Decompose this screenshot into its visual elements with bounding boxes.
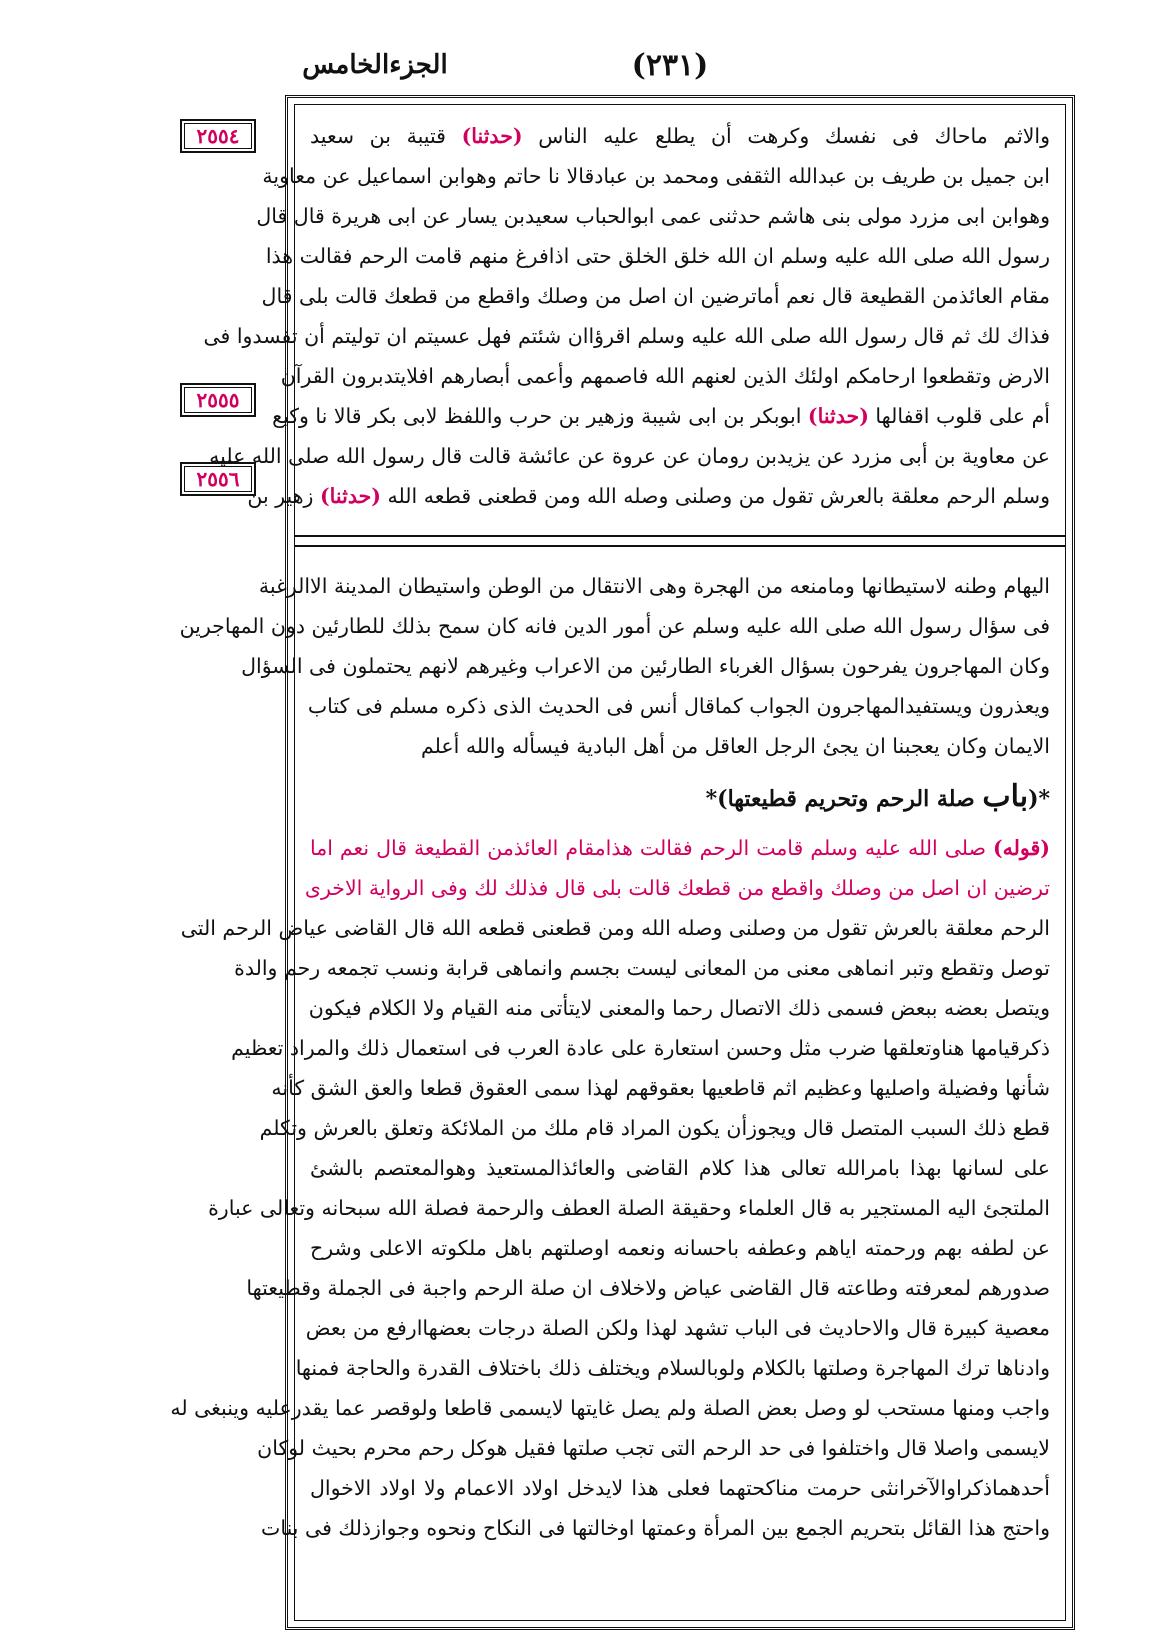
commentary-line: ويعذرون ويستفيدالمهاجرون الجواب كماقال أنس فى الحديث الذى ذكره مسلم فى كتاب — [307, 694, 1050, 718]
commentary-line: واحتج هذا القائل بتحريم الجمع بين المرأة وعمتها اوخالتها فى النكاح ونحوه وجوازذلك فى بنات — [261, 1516, 1050, 1540]
commentary-line: الايمان وكان يعجبنا ان يجئ الرجل العاقل من أهل البادية فيسأله والله أعلم — [420, 734, 1050, 758]
hadith-line: رسول الله صلى الله عليه وسلم ان الله خلق الخلق حتى اذافرغ منهم قامت الرحم فقالت هذا — [265, 244, 1050, 268]
heading-suffix: )* — [705, 786, 728, 812]
commentary-line: على لسانها بهذا بامرالله تعالى هذا كلام القاضى والعائذالمستعيذ وهوالمعتصم بالشئ — [310, 1156, 1050, 1180]
commentary-lemma-line: ترضين ان اصل من وصلك واقطع من قطعك قالت بلى قال فذلك لك وفى الرواية الاخرى — [304, 876, 1050, 900]
commentary-line: أحدهماذكراوالآخرانثى حرمت مناكحتهما فعلى هذا لايدخل اولاد الاعمام ولا اولاد الاخوال — [310, 1476, 1050, 1500]
commentary-line: لايسمى واصلا قال واختلفوا فى حد الرحم التى تجب صلتها فقيل هوكل رحم محرم بحيث لوكان — [257, 1436, 1050, 1460]
commentary-line: معصية كبيرة قال والاحاديث فى الباب تشهد لهذا ولكن الصلة درجات بعضهاارفع من بعض — [305, 1316, 1050, 1340]
keyword-highlight: (حدثنا) — [807, 404, 869, 428]
commentary-line: ذكرقيامها هناوتعلقها ضرب مثل وحسن استعارة على عادة العرب فى استعمال ذلك والمراد تعظيم — [231, 1036, 1050, 1060]
commentary-line: وكان المهاجرون يفرحون بسؤال الغرباء الطارئين من الاعراب وغيرهم لانهم يحتملون فى السؤال — [241, 654, 1050, 678]
commentary-line: شأنها وفضيلة واصليها وعظيم اثم قاطعيها بعقوقهم لهذا سمى العقوق قطعا والعق الشق كأنه — [271, 1076, 1050, 1100]
hadith-number-2: ٢٥٥٥ — [180, 383, 256, 417]
commentary-line: وادناها ترك المهاجرة وصلتها بالكلام ولوبالسلام ويختلف ذلك باختلاف القدرة والحاجة فمنها — [295, 1356, 1050, 1380]
page-number: (٢٣١) — [631, 48, 709, 83]
commentary-line: الرحم معلقة بالعرش تقول من وصلنى وصله الله ومن قطعنى قطعه الله قال القاضى عياض الرحم التى — [180, 916, 1050, 940]
hadith-line: ابن جميل بن طريف بن عبدالله الثقفى ومحمد بن عبادقالا نا حاتم وهوابن اسماعيل عن معاوية — [262, 164, 1050, 188]
commentary-lemma-line: (قوله) صلى الله عليه وسلم قامت الرحم فقالت هذامقام العائذمن القطيعة قال نعم اما — [310, 836, 1050, 860]
hadith-number-3: ٢٥٥٦ — [180, 462, 256, 496]
chapter-heading — [310, 766, 1050, 828]
commentary-text — [170, 566, 1050, 1548]
commentary-line: قطع ذلك السبب المتصل قال ويجوزأن يكون المراد قام ملك من الملائكة وتعلق بالعرش وتكلم — [259, 1116, 1050, 1140]
commentary-line: فى سؤال رسول الله صلى الله عليه وسلم عن أمور الدين فانه كان سمح بذلك للطارئين دون المهاجرين — [179, 614, 1050, 638]
hadith-line: وهوابن ابى مزرد مولى بنى هاشم حدثنى عمى ابوالحباب سعيدبن يسار عن ابى هريرة قال قال — [256, 204, 1050, 228]
keyword-highlight: (قوله) — [992, 836, 1050, 860]
hadith-line: وسلم الرحم معلقة بالعرش تقول من وصلنى وصله الله ومن قطعنى قطعه الله (حدثنا) زهير بن — [247, 484, 1050, 508]
heading-title: صلة الرحم وتحريم قطيعتها — [727, 786, 975, 812]
heading-bab: باب — [982, 779, 1029, 814]
running-title: الجزءالخامس — [302, 50, 448, 80]
hadith-line: الارض وتقطعوا ارحامكم اولئك الذين لعنهم الله فاصمهم وأعمى أبصارهم افلايتدبرون القرآن — [280, 364, 1050, 388]
hadith-line: مقام العائذمن القطيعة قال نعم أماترضين ان اصل من وصلك واقطع من قطعك قالت بلى قال — [261, 284, 1050, 308]
commentary-line: الملتجئ اليه المستجير به قال العلماء وحقيقة الصلة العطف والرحمة فصلة الله سبحانه وتعالى عبارة — [208, 1196, 1050, 1220]
hadith-line: أم على قلوب اقفالها (حدثنا) ابوبكر بن ابى شيبة وزهير بن حرب واللفظ لابى بكر قالا نا وكيع — [272, 404, 1050, 428]
keyword-highlight: (حدثنا) — [461, 124, 523, 148]
hadith-number-1: ٢٥٥٤ — [180, 119, 256, 153]
hadith-line: والاثم ماحاك فى نفسك وكرهت أن يطلع عليه الناس (حدثنا) قتيبة بن سعيد — [310, 124, 1050, 148]
commentary-line: اليهام وطنه لاستيطانها ومامنعه من الهجرة وهى الانتقال من الوطن واستيطان المدينة الاالرغبة — [258, 574, 1050, 598]
commentary-line: واجب ومنها مستحب لو وصل بعض الصلة ولم يصل غايتها لايسمى قاطعا ولوقصر عما يقدرعليه وينبغى له — [170, 1396, 1050, 1420]
keyword-highlight: (حدثنا) — [319, 484, 381, 508]
section-divider — [294, 535, 1066, 547]
hadith-line: عن معاوية بن أبى مزرد عن يزيدبن رومان عن عروة عن عائشة قالت قال رسول الله صلى الله عليه — [209, 444, 1050, 468]
hadith-line: فذاك لك ثم قال رسول الله صلى الله عليه وسلم اقرؤاان شئتم فهل عسيتم ان توليتم أن تفسدوا فى — [203, 324, 1050, 348]
page-header — [0, 48, 1158, 92]
commentary-line: عن لطفه بهم ورحمته اياهم وعطفه باحسانه ونعمه اوصلتهم باهل ملكوته الاعلى وشرح — [310, 1236, 1050, 1260]
commentary-line: توصل وتقطع وتبر انماهى معنى من المعانى ليست بجسم وانماهى قرابة ونسب تجمعه رحم والدة — [234, 956, 1050, 980]
commentary-line: ويتصل بعضه ببعض فسمى ذلك الاتصال رحما والمعنى لايتأتى منه القيام ولا الكلام فيكون — [308, 996, 1050, 1020]
heading-prefix: *( — [1028, 786, 1050, 812]
commentary-line: صدورهم لمعرفته وطاعته قال القاضى عياض ولاخلاف ان صلة الرحم واجبة فى الجملة وقطيعتها — [246, 1276, 1050, 1300]
